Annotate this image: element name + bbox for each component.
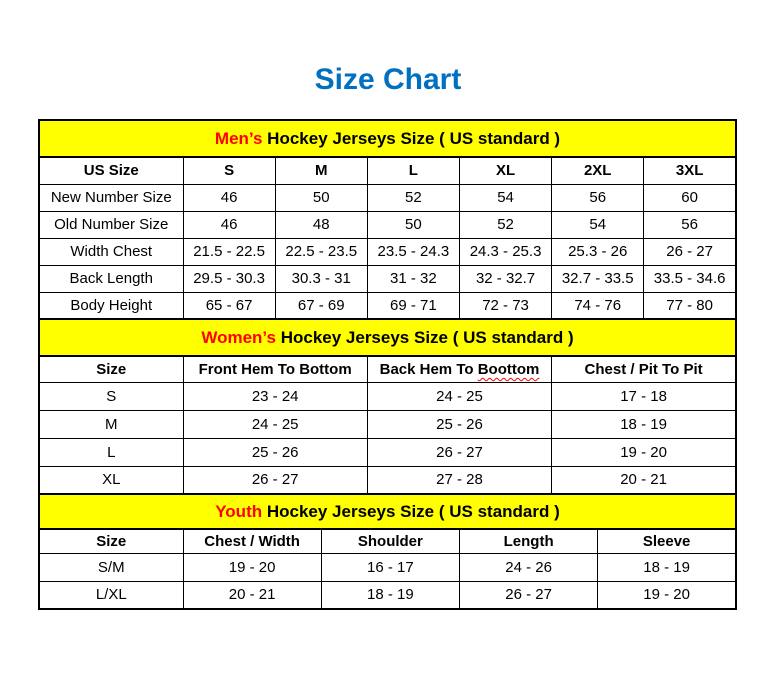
cell-value: 30.3 - 31	[275, 265, 367, 292]
table-row	[39, 184, 736, 211]
cell-value: 17 - 18	[552, 382, 736, 410]
size-chart-tables	[38, 119, 737, 610]
youth-band-text: Hockey Jerseys Size ( US standard )	[262, 501, 560, 521]
cell-value: 24 - 25	[183, 410, 367, 438]
youth-col-header-shoulder: Shoulder	[321, 529, 459, 553]
cell-value: 50	[275, 184, 367, 211]
cell-value: 48	[275, 211, 367, 238]
table-row	[39, 265, 736, 292]
cell-value: 74 - 76	[552, 292, 644, 319]
back-hem-prefix: Back Hem To	[379, 360, 478, 378]
womens-band-highlight: Women’s	[201, 327, 276, 347]
mens-col-header-xl: XL	[459, 157, 551, 184]
cell-value: 20 - 21	[183, 581, 321, 609]
cell-value: 24 - 25	[367, 382, 551, 410]
mens-band-highlight: Men’s	[214, 128, 263, 148]
cell-value: 22.5 - 23.5	[275, 238, 367, 265]
cell-value: 27 - 28	[367, 466, 551, 494]
page-title: Size Chart	[314, 63, 462, 96]
cell-value: 25 - 26	[183, 438, 367, 466]
mens-col-header-s: S	[183, 157, 275, 184]
cell-value: 16 - 17	[321, 553, 459, 581]
youth-col-header-length: Length	[460, 529, 598, 553]
cell-value: 33.5 - 34.6	[644, 265, 736, 292]
cell-value: 26 - 27	[367, 438, 551, 466]
cell-value: 52	[367, 184, 459, 211]
cell-value: 56	[552, 184, 644, 211]
table-row	[39, 410, 736, 438]
youth-size-table	[38, 493, 737, 610]
youth-col-header-chest-width: Chest / Width	[183, 529, 321, 553]
cell-value: 46	[183, 184, 275, 211]
youth-col-header-size: Size	[39, 529, 183, 553]
cell-value: 18 - 19	[321, 581, 459, 609]
cell-value: 32 - 32.7	[459, 265, 551, 292]
cell-value: 60	[644, 184, 736, 211]
mens-col-header-us-size: US Size	[39, 157, 183, 184]
cell-value: 72 - 73	[459, 292, 551, 319]
mens-col-header-2xl: 2XL	[552, 157, 644, 184]
womens-col-header-front-hem: Front Hem To Bottom	[183, 356, 367, 382]
cell-value: 50	[367, 211, 459, 238]
cell-value: 56	[644, 211, 736, 238]
back-hem-misspelled-word: Boottom	[477, 360, 540, 378]
cell-value: 67 - 69	[275, 292, 367, 319]
cell-value: 46	[183, 211, 275, 238]
mens-section-band	[39, 120, 736, 157]
cell-value: 18 - 19	[552, 410, 736, 438]
cell-value: 20 - 21	[552, 466, 736, 494]
table-row	[39, 553, 736, 581]
cell-value: 24 - 26	[460, 553, 598, 581]
row-label: New Number Size	[39, 184, 183, 211]
womens-band-text: Hockey Jerseys Size ( US standard )	[275, 327, 574, 347]
cell-value: 26 - 27	[183, 466, 367, 494]
cell-value: 32.7 - 33.5	[552, 265, 644, 292]
mens-col-header-m: M	[275, 157, 367, 184]
row-label: Old Number Size	[39, 211, 183, 238]
mens-band-text: Hockey Jerseys Size ( US standard )	[262, 128, 561, 148]
row-label: L	[39, 438, 183, 466]
cell-value: 69 - 71	[367, 292, 459, 319]
row-label: M	[39, 410, 183, 438]
youth-col-header-sleeve: Sleeve	[598, 529, 736, 553]
cell-value: 24.3 - 25.3	[459, 238, 551, 265]
cell-value: 52	[459, 211, 551, 238]
cell-value: 29.5 - 30.3	[183, 265, 275, 292]
row-label: XL	[39, 466, 183, 494]
table-row	[39, 581, 736, 609]
womens-size-table	[38, 318, 737, 495]
womens-col-header-chest: Chest / Pit To Pit	[552, 356, 736, 382]
table-row	[39, 466, 736, 494]
cell-value: 18 - 19	[598, 553, 736, 581]
cell-value: 19 - 20	[552, 438, 736, 466]
womens-col-header-size: Size	[39, 356, 183, 382]
row-label: Back Length	[39, 265, 183, 292]
cell-value: 25 - 26	[367, 410, 551, 438]
cell-value: 26 - 27	[460, 581, 598, 609]
cell-value: 19 - 20	[183, 553, 321, 581]
row-label: Body Height	[39, 292, 183, 319]
cell-value: 54	[552, 211, 644, 238]
cell-value: 54	[459, 184, 551, 211]
womens-section-band	[39, 319, 736, 356]
cell-value: 65 - 67	[183, 292, 275, 319]
table-row	[39, 382, 736, 410]
row-label: Width Chest	[39, 238, 183, 265]
table-row	[39, 238, 736, 265]
cell-value: 19 - 20	[598, 581, 736, 609]
mens-col-header-3xl: 3XL	[644, 157, 736, 184]
table-row	[39, 292, 736, 319]
row-label: S	[39, 382, 183, 410]
row-label: L/XL	[39, 581, 183, 609]
row-label: S/M	[39, 553, 183, 581]
table-row	[39, 438, 736, 466]
cell-value: 77 - 80	[644, 292, 736, 319]
cell-value: 25.3 - 26	[552, 238, 644, 265]
youth-section-band	[39, 494, 736, 529]
cell-value: 31 - 32	[367, 265, 459, 292]
cell-value: 21.5 - 22.5	[183, 238, 275, 265]
youth-band-highlight: Youth	[215, 501, 263, 521]
table-row	[39, 211, 736, 238]
cell-value: 23 - 24	[183, 382, 367, 410]
cell-value: 26 - 27	[644, 238, 736, 265]
mens-size-table	[38, 119, 737, 320]
cell-value: 23.5 - 24.3	[367, 238, 459, 265]
mens-col-header-l: L	[367, 157, 459, 184]
womens-col-header-back-hem	[367, 356, 551, 382]
